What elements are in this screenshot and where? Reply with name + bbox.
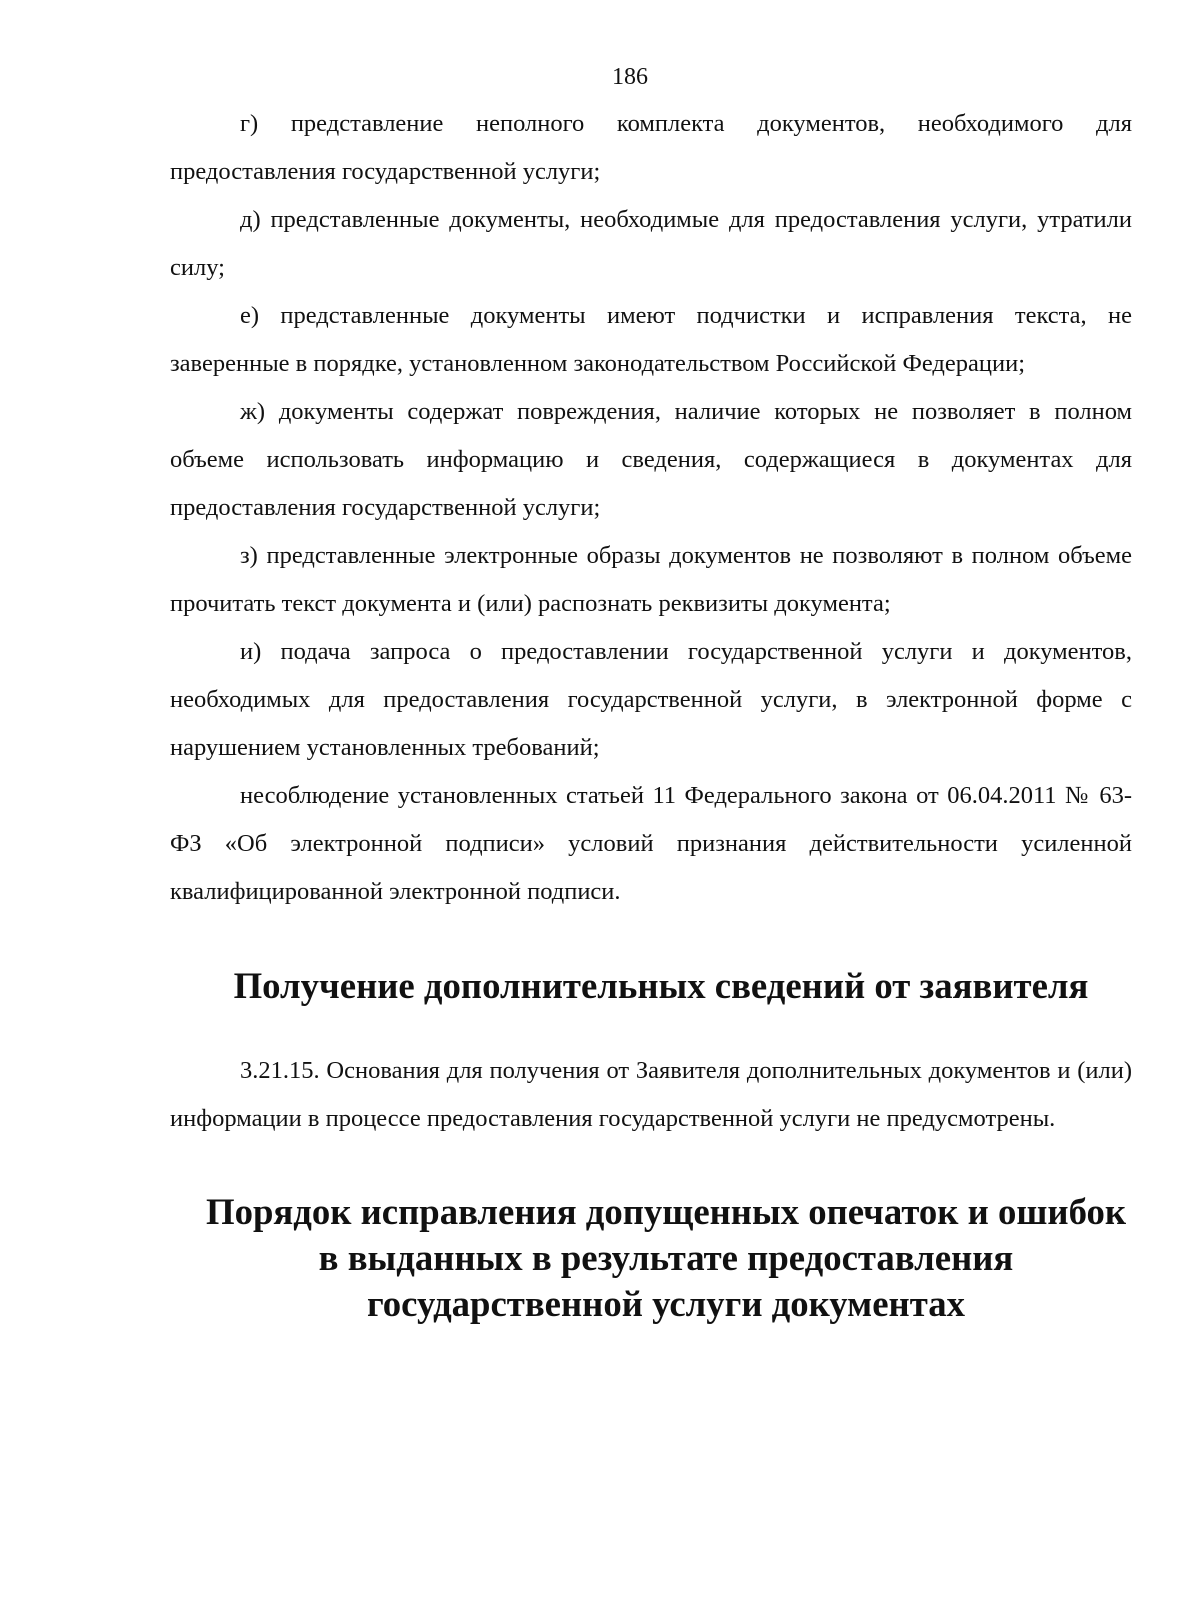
section-heading-error-correction: Порядок исправления допущенных опечаток и ошибок в выданных в результате предоставления государственной услуги документах [205, 1191, 1127, 1324]
paragraph-3-21-15: 3.21.15. Основания для получения от Заявителя дополнительных документов и (или) информации в процессе предоставления государственной услуги не предусмотрены. [170, 1057, 1132, 1132]
paragraph-item-zh: ж) документы содержат повреждения, наличие которых не позволяет в полном объеме использовать информацию и сведения, содержащиеся в документах для предоставления государственной услуги; [170, 398, 1132, 521]
page-number: 186 [612, 64, 648, 90]
paragraph-item-i: и) подача запроса о предоставлении государственной услуги и документов, необходимых для предоставления государственной услуги, в электронной форме с нарушением установленных требований; [170, 638, 1132, 761]
paragraph-item-e: е) представленные документы имеют подчистки и исправления текста, не заверенные в порядке, установленном законодательством Российской Федерации; [170, 302, 1132, 377]
paragraph-item-d: д) представленные документы, необходимые для предоставления услуги, утратили силу; [170, 206, 1132, 281]
section-heading-additional-info: Получение дополнительных сведений от заявителя [233, 965, 1089, 1006]
document-body [170, 100, 1132, 1327]
paragraph-item-g: г) представление неполного комплекта документов, необходимого для предоставления государственной услуги; [170, 110, 1132, 185]
paragraph-item-z: з) представленные электронные образы документов не позволяют в полном объеме прочитать текст документа и (или) распознать реквизиты документа; [170, 542, 1132, 617]
paragraph-signature-condition: несоблюдение установленных статьей 11 Федерального закона от 06.04.2011 № 63-ФЗ «Об электронной подписи» условий признания действительности усиленной квалифицированной электронной подписи. [170, 782, 1132, 905]
